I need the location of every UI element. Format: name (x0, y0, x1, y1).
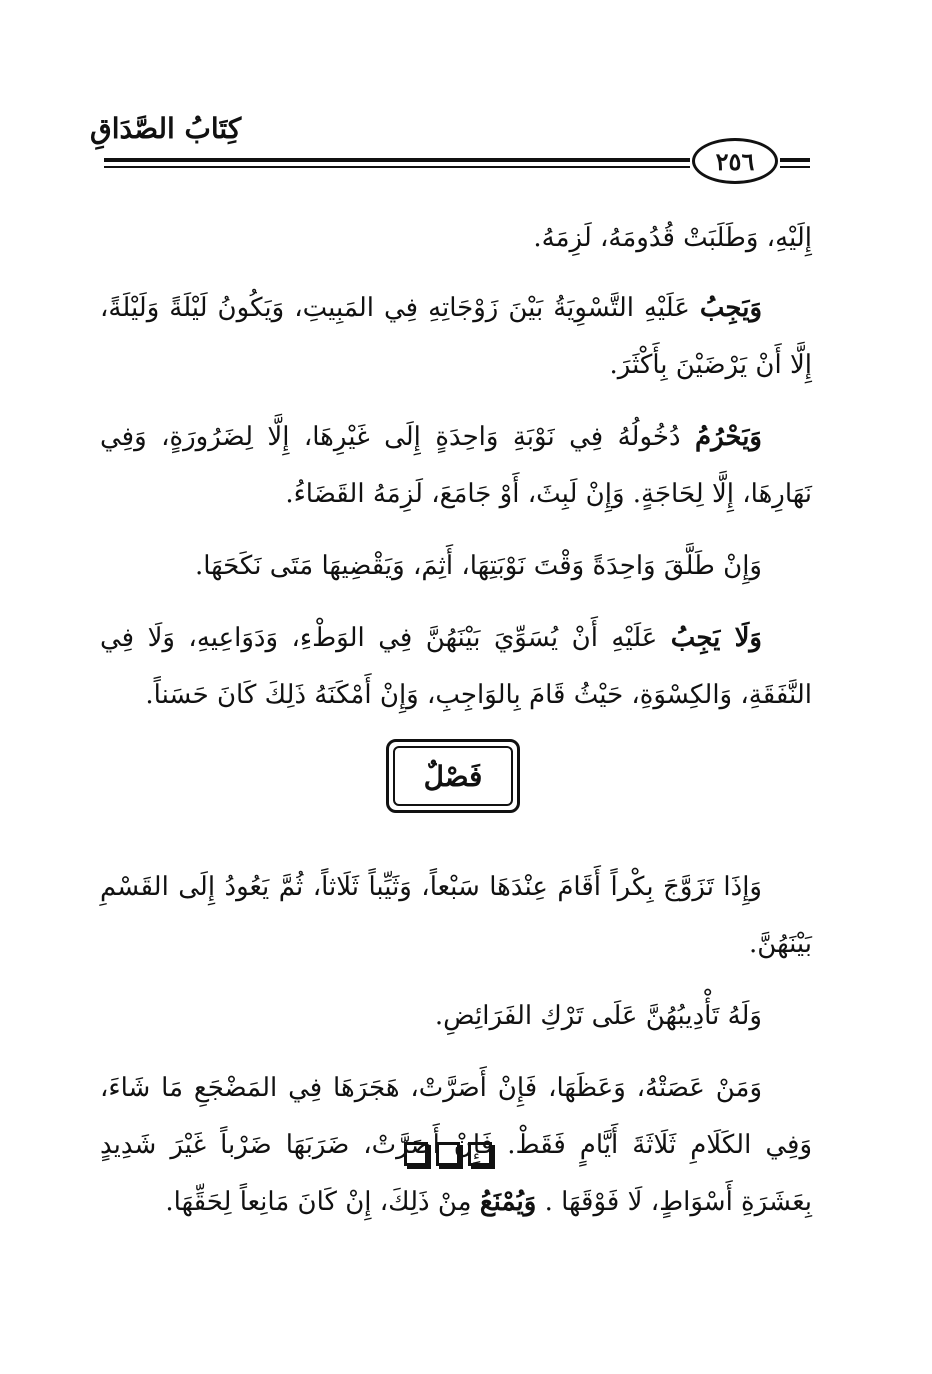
running-title: كِتَابُ الصَّدَاقِ (90, 112, 242, 145)
paragraph-text: عَلَيْهِ التَّسْوِيَةُ بَيْنَ زَوْجَاتِهِ فِي المَبِيتِ، وَيَكُونُ لَيْلَةً وَلَيْلَةً، إِلَّا أَنْ يَرْضَيْنَ بِأَكْثَرَ. (100, 293, 812, 380)
paragraph: وَإِذَا تَزَوَّجَ بِكْراً أَقَامَ عِنْدَهَا سَبْعاً، وَثَيِّباً ثَلَاثاً، ثُمَّ يَعُودُ إِلَى القَسْمِ بَيْنَهُنَّ. (100, 872, 812, 959)
square-icon (468, 1142, 492, 1166)
paragraph-text: مِنْ ذَلِكَ، إِنْ كَانَ مَانِعاً لِحَقِّهَا. (165, 1187, 480, 1217)
paragraph (100, 610, 812, 724)
section-heading: فَصْلٌ (393, 746, 513, 806)
chapter-end-marks (404, 1142, 492, 1166)
page-body (100, 210, 812, 1246)
page-number-text: ٢٥٦ (715, 146, 755, 176)
header-rule (104, 158, 690, 168)
paragraph-text: عَلَيْهِ أَنْ يُسَوِّيَ بَيْنَهُنَّ فِي الوَطْءِ، وَدَوَاعِيهِ، وَلَا فِي النَّفَقَةِ، وَالكِسْوَةِ، حَيْثُ قَامَ بِالوَاجِبِ، وَإِنْ أَمْكَنَهُ ذَلِكَ كَانَ حَسَناً. (100, 623, 812, 710)
square-icon (404, 1142, 428, 1166)
square-icon (436, 1142, 460, 1166)
paragraph (100, 409, 812, 523)
header-rule-end (780, 158, 810, 168)
bold-keyword: وَيَحْرُمُ (694, 422, 762, 452)
paragraph: إِلَيْهِ، وَطَلَبَتْ قُدُومَهُ، لَزِمَهُ. (533, 223, 812, 253)
bold-keyword: وَيُمْنَعُ (479, 1187, 537, 1217)
paragraph: وَلَهُ تَأْدِيبُهُنَّ عَلَى تَرْكِ الفَرَائِضِ. (434, 1001, 762, 1031)
page-number (692, 138, 778, 184)
bold-keyword: وَيَجِبُ (699, 293, 762, 323)
section-heading-frame (386, 739, 520, 813)
bold-keyword: وَلَا يَجِبُ (670, 623, 762, 653)
paragraph-text: دُخُولُهُ فِي نَوْبَةِ وَاحِدَةٍ إِلَى غَيْرِهَا، إِلَّا لِضَرُورَةٍ، وَفِي نَهَارِهَا، إِلَّا لِحَاجَةٍ. وَإِنْ لَبِثَ، أَوْ جَامَعَ، لَزِمَهُ القَضَاءُ. (100, 422, 812, 509)
section-heading-wrap (100, 739, 812, 849)
paragraph: وَإِنْ طَلَّقَ وَاحِدَةً وَقْتَ نَوْبَتِهَا، أَثِمَ، وَيَقْضِيهَا مَتَى نَكَحَهَا. (194, 551, 762, 581)
paragraph-text: وَمَنْ عَصَتْهُ، وَعَظَهَا، فَإِنْ أَصَرَّتْ، هَجَرَهَا فِي المَضْجَعِ مَا شَاءَ، وَفِي الكَلَامِ ثَلَاثَةَ أَيَّامٍ فَقَطْ. فَإِنْ أَصَرَّتْ، ضَرَبَهَا ضَرْباً غَيْرَ شَدِيدٍ بِعَشَرَةِ أَسْوَاطٍ، لَا فَوْقَهَا . (100, 1073, 812, 1217)
paragraph (100, 280, 812, 394)
